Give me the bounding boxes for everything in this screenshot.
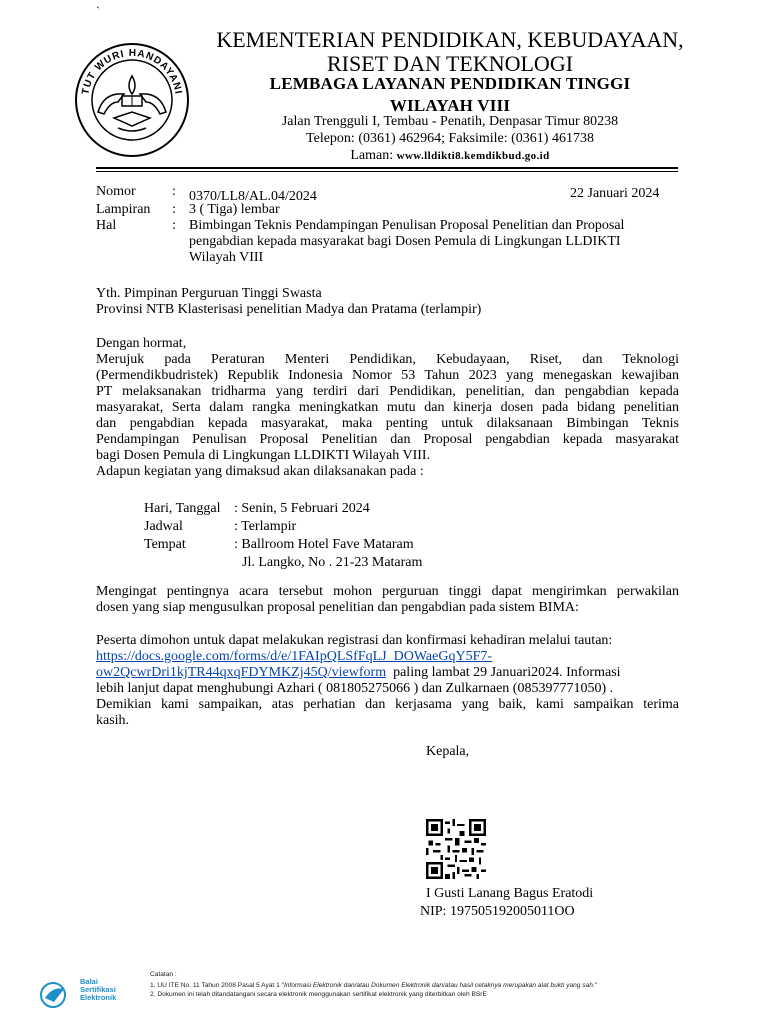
hal-line: Wilayah VIII (189, 250, 264, 265)
colon: : (172, 202, 176, 217)
note-quote: Informasi Elektronik dan/atau Dokumen Elektronik dan/atau hasil cetaknya merupakan alat bukti yang sah. (283, 982, 595, 989)
lampiran-value: 3 ( Tiga) lembar (189, 202, 280, 217)
paragraph-registration (96, 633, 679, 729)
paragraph-request (96, 584, 679, 616)
colon: : (172, 184, 176, 199)
note-1 (150, 981, 597, 990)
bsre-emblem-icon (40, 980, 78, 1010)
lampiran-label: Lampiran (96, 202, 151, 217)
svg-text:TUT WURI HANDAYANI (80, 48, 183, 96)
nomor-label: Nomor (96, 184, 136, 199)
event-schedule-label: Jadwal (144, 519, 183, 534)
event-day-value: : Senin, 5 Februari 2024 (234, 501, 370, 516)
salutation: Dengan hormat, (96, 336, 187, 351)
website-label: Laman: (350, 148, 397, 163)
ministry-line-1: KEMENTERIAN PENDIDIKAN, KEBUDAYAAN, (216, 27, 684, 52)
bsre-line: Elektronik (80, 993, 117, 1002)
signatory-name: I Gusti Lanang Bagus Eratodi (426, 886, 594, 901)
phone: Telepon: (0361) 462964; Faksimile: (0361) 461738 (306, 131, 594, 146)
body-line: Demikian kami sampaikan, atas perhatian dan kerjasama yang baik, kami sampaikan terima (96, 697, 679, 712)
ministry-line-2: RISET DAN TEKNOLOGI (326, 51, 574, 76)
tut-wuri-handayani-logo (74, 42, 190, 158)
bsre-line: Balai (80, 977, 98, 986)
logo-text: TUT WURI HANDAYANI (80, 47, 184, 96)
body-line: masyarakat, Serta dalam rangka meningkatkan mutu dan kinerja dosen pada bidang penelitian (96, 400, 679, 415)
bsre-line: Sertifikasi (80, 985, 116, 994)
body-line: dosen yang siap mengusulkan proposal penelitian dan pengabdian pada sistem BIMA: (96, 600, 579, 615)
notes-title: Catatan : (150, 971, 177, 978)
signature-title: Kepala, (426, 744, 470, 759)
stray-mark: ` (96, 4, 100, 18)
recipient (96, 286, 679, 318)
body-line: bagi Dosen Pemula di Lingkungan LLDIKTI Wilayah VIII. (96, 448, 431, 463)
header-rule-thin (96, 171, 678, 172)
body-line: kasih. (96, 713, 130, 728)
body-line: (Permendikbudristek) Republik Indonesia Nomor 53 Tahun 2023 yang menegaskan kewajiban (96, 368, 679, 383)
website-line (190, 147, 710, 165)
agency-name (190, 73, 710, 117)
body-line: dan pengabdian kepada masyarakat, maka penting untuk dilaksanaan Bimbingan Teknis (96, 416, 679, 431)
nomor-value: 0370/LL8/AL.04/2024 (189, 189, 317, 204)
body-line: Mengingat pentingnya acara tersebut mohon perguruan tinggi dapat mengirimkan perwakilan (96, 584, 679, 599)
footer-notes (150, 970, 597, 999)
body-line: Peserta dimohon untuk dapat melakukan registrasi dan konfirmasi kehadiran melalui tautan: (96, 633, 613, 648)
event-day-label: Hari, Tanggal (144, 501, 221, 516)
letter-date: 22 Januari 2024 (570, 186, 660, 201)
colon: : (172, 218, 176, 233)
event-schedule-value: : Terlampir (234, 519, 297, 534)
event-details (144, 500, 422, 572)
body-line: Pendampingan Penulisan Proposal Penelitian dan Proposal pengabdian kepada masyarakat (96, 432, 679, 447)
event-place-address: Jl. Langko, No . 21-23 Mataram (242, 555, 423, 570)
body-line: Adapun kegiatan yang dimaksud akan dilaksanakan pada : (96, 464, 424, 479)
recipient-line: Provinsi NTB Klasterisasi penelitian Madya dan Pratama (terlampir) (96, 302, 482, 317)
hal-line: pengabdian kepada masyarakat bagi Dosen Pemula di Lingkungan LLDIKTI (189, 234, 621, 249)
ministry-name (190, 28, 710, 76)
hal-value (189, 218, 624, 266)
header-rule-thick (96, 167, 678, 169)
qr-code (426, 819, 486, 879)
agency-line-2: WILAYAH VIII (389, 96, 511, 115)
paragraph-intro (96, 336, 679, 480)
signatory-nip: NIP: 197505192005011OO (420, 904, 575, 919)
hal-label: Hal (96, 218, 117, 233)
address: Jalan Trengguli I, Tembau - Penatih, Denpasar Timur 80238 (281, 114, 619, 129)
body-line: paling lambat 29 Januari2024. Informasi (386, 665, 621, 680)
note-2: 2. Dokumen ini telah ditandatangani secara elektronik menggunakan sertifikat elektronik yang diterbitkan oleh BSrE (150, 991, 487, 998)
body-line: Merujuk pada Peraturan Menteri Pendidikan, Kebudayaan, Riset, dan Teknologi (96, 352, 679, 367)
registration-link[interactable]: ow2QcwrDri1kjTR44qxqFDYMKZj45Q/viewform (96, 665, 387, 680)
recipient-line: Yth. Pimpinan Perguruan Tinggi Swasta (96, 286, 322, 301)
note-text: " (594, 982, 598, 989)
hal-line: Bimbingan Teknis Pendampingan Penulisan Proposal Penelitian dan Proposal (189, 218, 625, 233)
event-place-value: : Ballroom Hotel Fave Mataram (234, 537, 414, 552)
note-text: 1. UU ITE No. 11 Tahun 2008 Pasal 5 Ayat 1 " (150, 982, 284, 989)
body-line: lebih lanjut dapat menghubungi Azhari ( 081805275066 ) dan Zulkarnaen (085397771050) . (96, 681, 614, 696)
agency-line-1: LEMBAGA LAYANAN PENDIDIKAN TINGGI (269, 74, 631, 93)
event-place-label: Tempat (144, 537, 186, 552)
body-line: PT melaksanakan tridharma yang terdiri dari Pendidikan, penelitian, dan pengabdian kepada (96, 384, 679, 399)
registration-link[interactable]: https://docs.google.com/forms/d/e/1FAIpQLSfFqLJ_DOWaeGqY5F7- (96, 649, 493, 664)
website[interactable]: www.lldikti8.kemdikbud.go.id (396, 150, 550, 162)
agency-contact (190, 113, 710, 165)
